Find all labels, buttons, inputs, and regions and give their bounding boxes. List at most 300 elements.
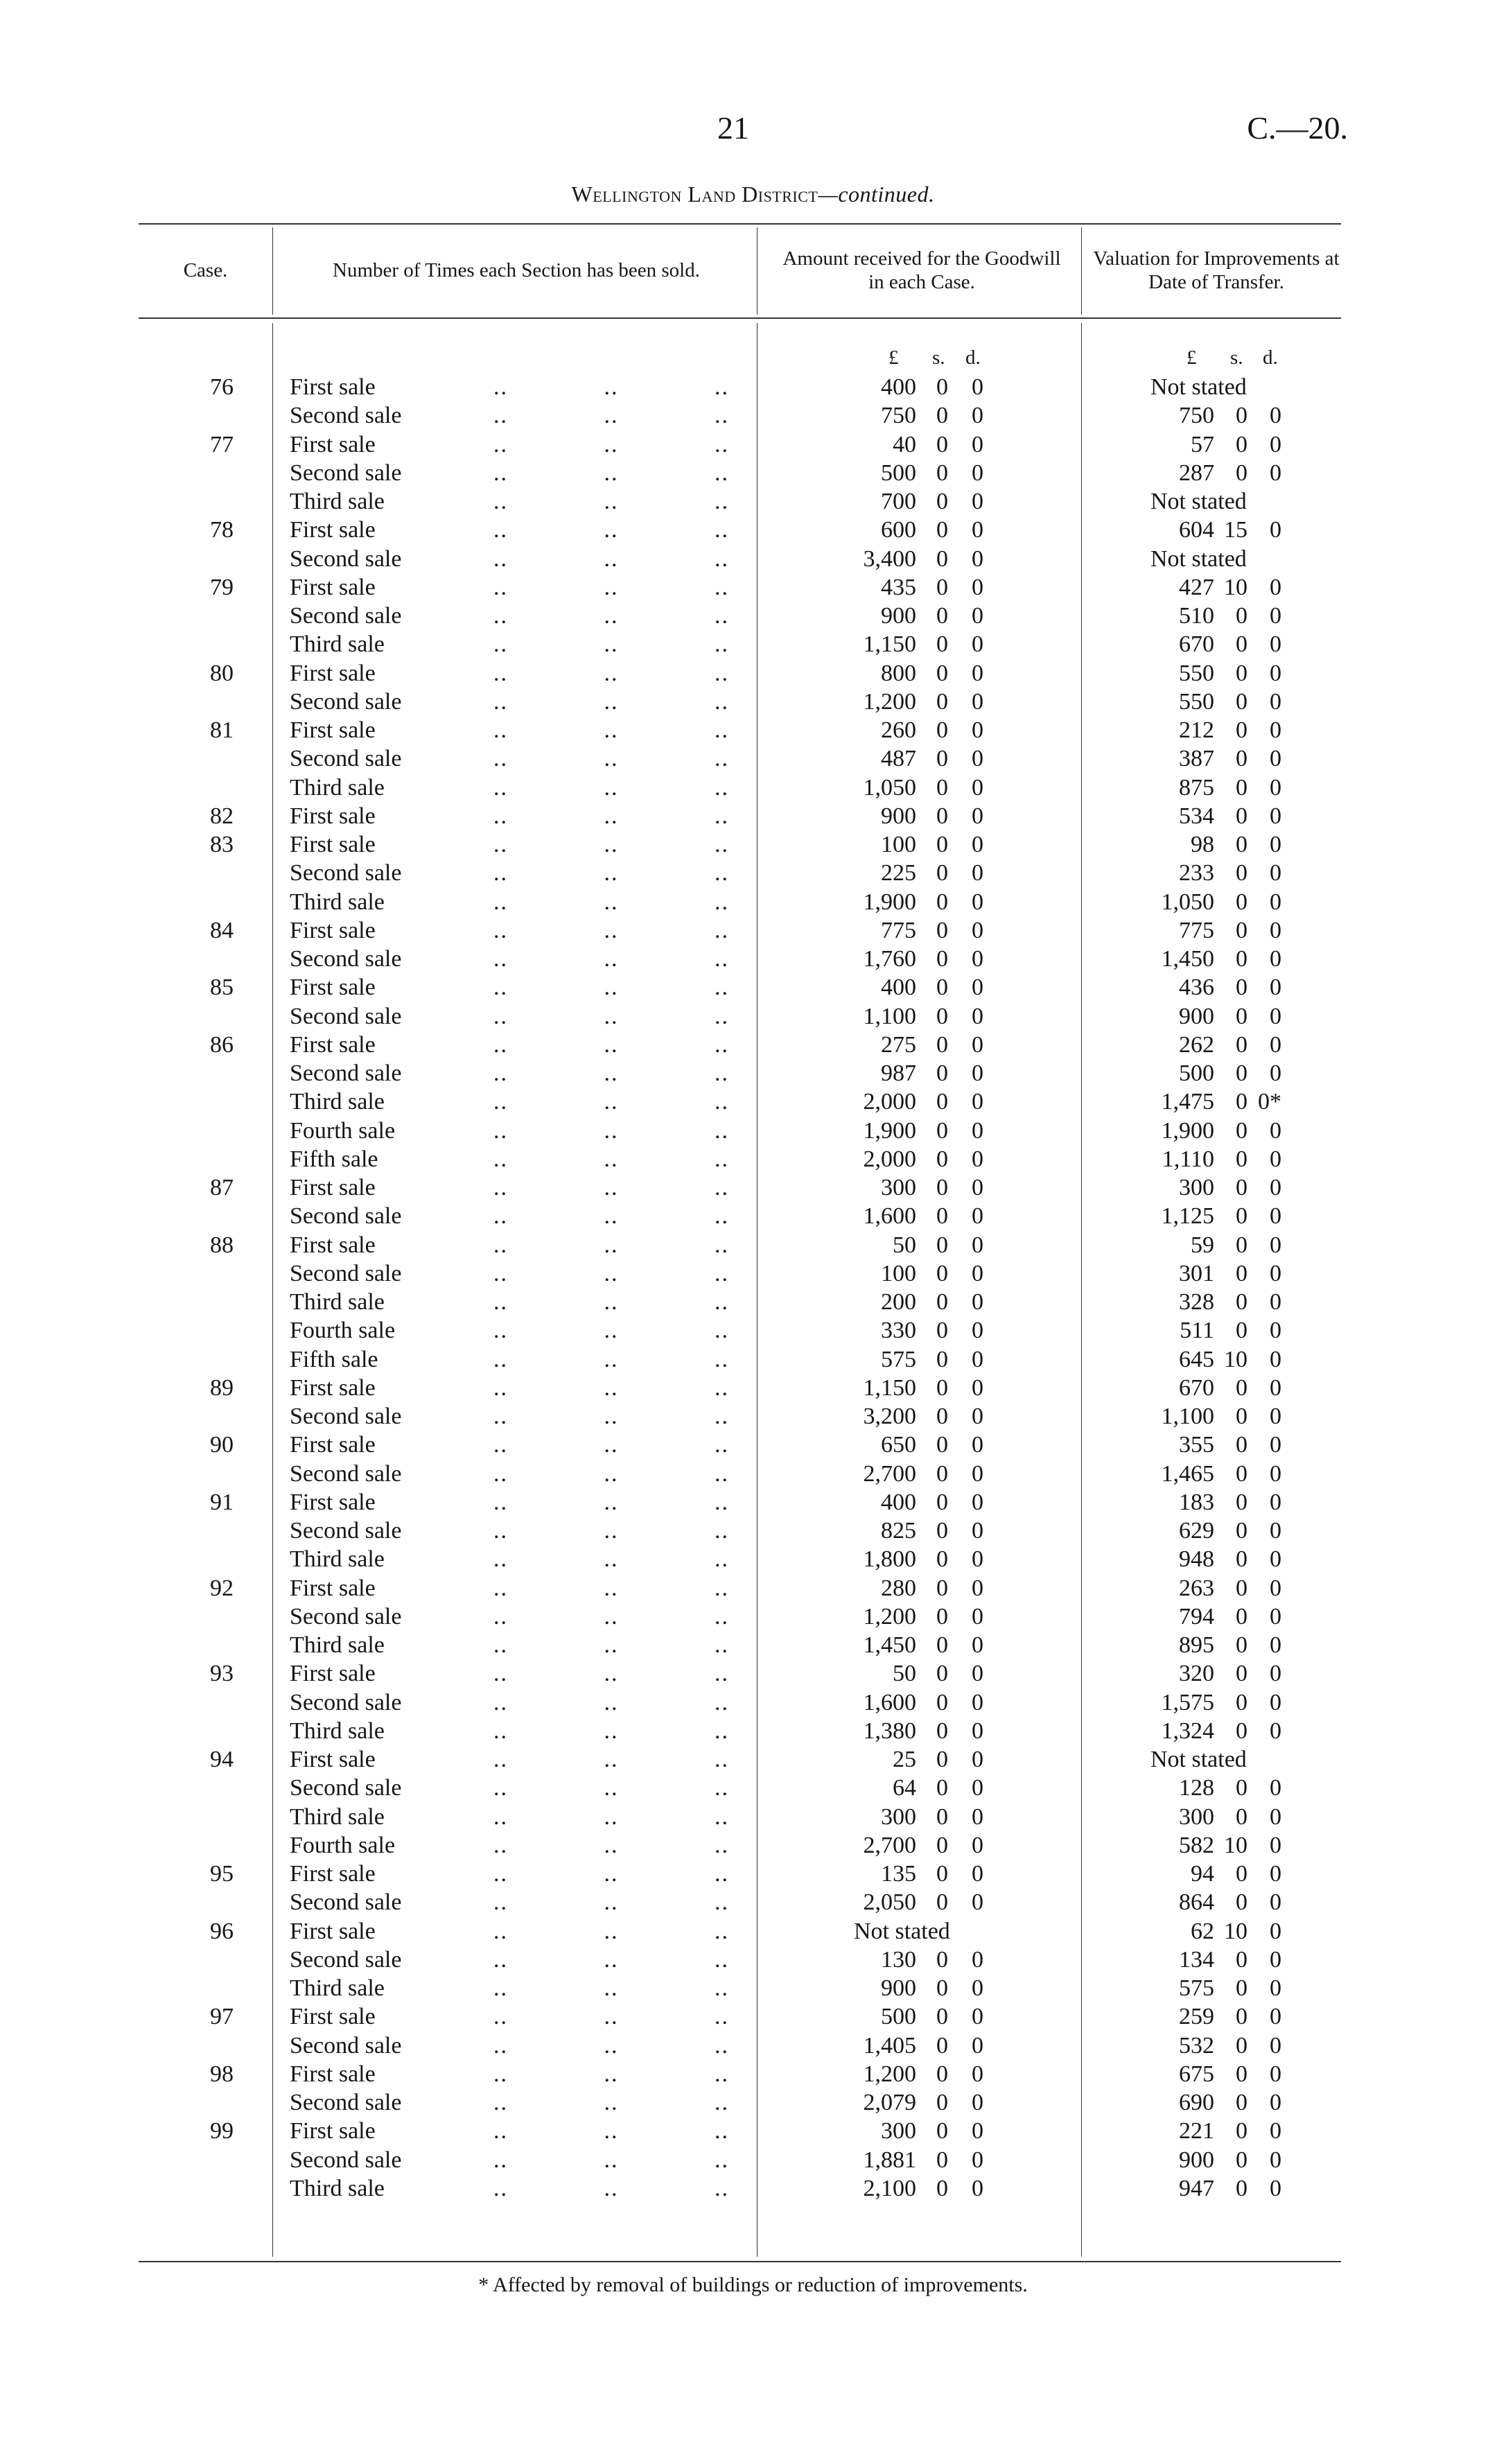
goodwill-pounds: 1,900 <box>863 889 916 915</box>
leader-dots: .. .. .. <box>493 1861 729 1887</box>
sale-label: Second sale <box>290 1775 402 1801</box>
sale-label: First sale <box>290 1374 376 1401</box>
goodwill-pence: 0 <box>972 2147 983 2173</box>
valuation-pence: 0 <box>1270 1146 1281 1172</box>
table-row <box>0 1974 1506 2002</box>
table-row <box>0 1888 1506 1916</box>
case-number: 82 <box>210 803 234 829</box>
goodwill-pence: 0 <box>972 1803 983 1830</box>
valuation-pounds: 690 <box>1179 2090 1214 2115</box>
leader-dots: .. .. .. <box>493 717 729 743</box>
leader-dots: .. .. .. <box>493 1404 729 1429</box>
goodwill-shillings: 0 <box>936 946 948 972</box>
goodwill-pounds: 1,150 <box>863 1374 916 1401</box>
goodwill-shillings: 0 <box>936 460 948 486</box>
valuation-pence: 0 <box>1270 1689 1281 1715</box>
goodwill-pence: 0 <box>972 860 983 886</box>
leader-dots: .. .. .. <box>493 2090 729 2115</box>
valuation-pounds: 212 <box>1179 717 1214 743</box>
leader-dots: .. .. .. <box>493 1575 729 1601</box>
valuation-pence: 0 <box>1270 860 1281 886</box>
valuation-shillings: 0 <box>1236 1003 1247 1029</box>
goodwill-shillings: 0 <box>936 832 948 857</box>
table-header-rule <box>139 317 1341 319</box>
goodwill-pounds: 100 <box>881 1260 916 1286</box>
table-row <box>0 1431 1506 1459</box>
goodwill-shillings: 0 <box>936 1089 948 1115</box>
goodwill-pounds: 1,450 <box>863 1632 916 1658</box>
goodwill-pence: 0 <box>972 1003 983 1029</box>
table-row <box>0 401 1506 430</box>
table-row <box>0 1031 1506 1059</box>
sale-label: Second sale <box>290 1946 402 1973</box>
goodwill-pence: 0 <box>972 2090 983 2115</box>
goodwill-pence: 0 <box>972 1203 983 1230</box>
valuation-shillings: 0 <box>1236 1260 1247 1286</box>
valuation-pounds: 320 <box>1179 1661 1214 1687</box>
goodwill-shillings: 0 <box>936 1575 948 1601</box>
sale-label: Second sale <box>290 603 402 629</box>
valuation-not-stated: Not stated <box>1150 1747 1247 1772</box>
valuation-pence: 0 <box>1270 1861 1281 1887</box>
goodwill-pence: 0 <box>972 1718 983 1744</box>
goodwill-shillings: 0 <box>936 1861 948 1887</box>
goodwill-shillings: 0 <box>936 860 948 886</box>
case-number: 85 <box>210 975 234 1001</box>
valuation-pence: 0 <box>1270 717 1281 743</box>
footnote: * Affected by removal of buildings or reduction of improvements. <box>478 2273 1028 2296</box>
valuation-pounds: 287 <box>1179 460 1214 486</box>
table-row <box>0 1259 1506 1288</box>
goodwill-pence: 0 <box>972 1946 983 1973</box>
valuation-shillings: 0 <box>1236 803 1247 829</box>
goodwill-pence: 0 <box>972 1089 983 1115</box>
valuation-pence: 0 <box>1270 1832 1281 1858</box>
valuation-pence: 0 <box>1270 631 1281 658</box>
valuation-pence: 0 <box>1270 1289 1281 1315</box>
valuation-pounds: 62 <box>1191 1918 1214 1944</box>
valuation-pounds: 183 <box>1179 1489 1214 1515</box>
valuation-pounds: 864 <box>1179 1889 1214 1916</box>
goodwill-pence: 0 <box>972 1632 983 1658</box>
goodwill-pence: 0 <box>972 1404 983 1429</box>
goodwill-shillings: 0 <box>936 1775 948 1801</box>
goodwill-pence: 0 <box>972 1374 983 1401</box>
goodwill-shillings: 0 <box>936 2147 948 2173</box>
units-shillings: s. <box>932 347 945 369</box>
valuation-shillings: 0 <box>1236 1318 1247 1344</box>
goodwill-shillings: 0 <box>936 1003 948 1029</box>
goodwill-pounds: 500 <box>881 2004 916 2030</box>
goodwill-pounds: 1,600 <box>863 1203 916 1230</box>
goodwill-pounds: 987 <box>881 1060 916 1086</box>
table-row <box>0 1545 1506 1573</box>
leader-dots: .. .. .. <box>493 688 729 715</box>
goodwill-shillings: 0 <box>936 2175 948 2201</box>
goodwill-pounds: 130 <box>881 1946 916 1973</box>
valuation-pence: 0 <box>1270 1575 1281 1601</box>
title-suffix: —continued. <box>818 182 935 207</box>
valuation-pounds: 1,900 <box>1161 1117 1214 1144</box>
units-pence: d. <box>1263 347 1278 369</box>
goodwill-pence: 0 <box>972 1861 983 1887</box>
case-number: 76 <box>210 374 234 400</box>
leader-dots: .. .. .. <box>493 1146 729 1172</box>
sale-label: Second sale <box>290 1689 402 1715</box>
sale-label: First sale <box>290 2061 376 2087</box>
leader-dots: .. .. .. <box>493 1003 729 1029</box>
goodwill-pence: 0 <box>972 2061 983 2087</box>
valuation-shillings: 0 <box>1236 1718 1247 1744</box>
sale-label: Second sale <box>290 403 402 429</box>
table-row <box>0 916 1506 945</box>
goodwill-not-stated: Not stated <box>854 1918 950 1944</box>
table-row <box>0 1488 1506 1517</box>
valuation-pence: 0 <box>1270 603 1281 629</box>
goodwill-shillings: 0 <box>936 489 948 514</box>
sale-label: First sale <box>290 574 376 600</box>
valuation-shillings: 0 <box>1236 1060 1247 1086</box>
goodwill-pence: 0 <box>972 917 983 943</box>
valuation-pence: 0 <box>1270 1260 1281 1286</box>
valuation-pounds: 645 <box>1179 1346 1214 1372</box>
valuation-pounds: 328 <box>1179 1289 1214 1315</box>
leader-dots: .. .. .. <box>493 1747 729 1772</box>
goodwill-pence: 0 <box>972 717 983 743</box>
valuation-shillings: 0 <box>1236 746 1247 772</box>
sale-label: Fifth sale <box>290 1146 378 1172</box>
valuation-shillings: 0 <box>1236 660 1247 686</box>
case-number: 99 <box>210 2118 234 2144</box>
sale-label: Fourth sale <box>290 1117 396 1144</box>
table-row <box>0 1460 1506 1488</box>
goodwill-pounds: 135 <box>881 1861 916 1887</box>
leader-dots: .. .. .. <box>493 1031 729 1058</box>
sale-label: First sale <box>290 1918 376 1944</box>
valuation-pounds: 604 <box>1179 517 1214 543</box>
leader-dots: .. .. .. <box>493 574 729 600</box>
document-code: C.—20. <box>1247 110 1348 146</box>
sale-label: Second sale <box>290 1889 402 1916</box>
goodwill-pounds: 3,200 <box>863 1404 916 1429</box>
goodwill-shillings: 0 <box>936 889 948 915</box>
valuation-pounds: 233 <box>1179 860 1214 886</box>
sale-label: First sale <box>290 717 376 743</box>
valuation-pence: 0 <box>1270 1889 1281 1916</box>
valuation-shillings: 0 <box>1236 1546 1247 1573</box>
goodwill-pence: 0 <box>972 603 983 629</box>
table-row <box>0 1745 1506 1774</box>
valuation-shillings: 0 <box>1236 1603 1247 1629</box>
leader-dots: .. .. .. <box>493 1918 729 1944</box>
table-row <box>0 1688 1506 1717</box>
leader-dots: .. .. .. <box>493 1289 729 1315</box>
goodwill-pounds: 50 <box>893 1232 916 1258</box>
valuation-pence: 0 <box>1270 1918 1281 1944</box>
valuation-pounds: 300 <box>1179 1175 1214 1200</box>
goodwill-pounds: 300 <box>881 2118 916 2144</box>
goodwill-shillings: 0 <box>936 1203 948 1230</box>
goodwill-pence: 0 <box>972 2032 983 2059</box>
goodwill-shillings: 0 <box>936 1175 948 1200</box>
case-number: 77 <box>210 431 234 457</box>
valuation-pounds: 895 <box>1179 1632 1214 1658</box>
case-number: 80 <box>210 660 234 686</box>
goodwill-pounds: 280 <box>881 1575 916 1601</box>
goodwill-pence: 0 <box>972 1117 983 1144</box>
goodwill-shillings: 0 <box>936 1260 948 1286</box>
goodwill-shillings: 0 <box>936 403 948 429</box>
goodwill-pence: 0 <box>972 574 983 600</box>
goodwill-pounds: 775 <box>881 917 916 943</box>
goodwill-pounds: 400 <box>881 374 916 400</box>
goodwill-pounds: 1,100 <box>863 1003 916 1029</box>
goodwill-pence: 0 <box>972 1346 983 1372</box>
goodwill-shillings: 0 <box>936 917 948 943</box>
goodwill-shillings: 0 <box>936 1460 948 1487</box>
sale-label: Third sale <box>290 889 385 915</box>
valuation-shillings: 0 <box>1236 2147 1247 2173</box>
goodwill-shillings: 0 <box>936 774 948 801</box>
goodwill-pence: 0 <box>972 1060 983 1086</box>
valuation-pence: 0 <box>1270 1003 1281 1029</box>
goodwill-shillings: 0 <box>936 1518 948 1544</box>
sale-label: First sale <box>290 517 376 543</box>
goodwill-pounds: 2,000 <box>863 1089 916 1115</box>
sale-label: Third sale <box>290 1803 385 1830</box>
valuation-pence: 0 <box>1270 1432 1281 1458</box>
table-row <box>0 688 1506 716</box>
valuation-shillings: 0 <box>1236 860 1247 886</box>
sale-label: Second sale <box>290 1518 402 1544</box>
valuation-shillings: 0 <box>1236 832 1247 857</box>
units-pounds: £ <box>888 347 899 369</box>
leader-dots: .. .. .. <box>493 1460 729 1487</box>
goodwill-pounds: 1,405 <box>863 2032 916 2059</box>
goodwill-shillings: 0 <box>936 2118 948 2144</box>
valuation-pence: 0 <box>1270 1031 1281 1058</box>
sale-label: First sale <box>290 1432 376 1458</box>
table-row <box>0 1803 1506 1831</box>
goodwill-shillings: 0 <box>936 1803 948 1830</box>
goodwill-pence: 0 <box>972 832 983 857</box>
goodwill-pence: 0 <box>972 1146 983 1172</box>
valuation-shillings: 0 <box>1236 1374 1247 1401</box>
table-row <box>0 1917 1506 1946</box>
goodwill-pence: 0 <box>972 1031 983 1058</box>
goodwill-pence: 0 <box>972 1289 983 1315</box>
valuation-pence: 0 <box>1270 1404 1281 1429</box>
valuation-pounds: 263 <box>1179 1575 1214 1601</box>
goodwill-pence: 0 <box>972 2118 983 2144</box>
goodwill-shillings: 0 <box>936 1404 948 1429</box>
valuation-pounds: 1,050 <box>1161 889 1214 915</box>
valuation-shillings: 0 <box>1236 1460 1247 1487</box>
goodwill-pence: 0 <box>972 1489 983 1515</box>
valuation-pence: 0 <box>1270 2175 1281 2201</box>
table-row <box>0 1231 1506 1259</box>
sale-label: First sale <box>290 660 376 686</box>
goodwill-pence: 0 <box>972 1889 983 1916</box>
sale-label: First sale <box>290 803 376 829</box>
goodwill-pounds: 750 <box>881 403 916 429</box>
valuation-pounds: 1,450 <box>1161 946 1214 972</box>
leader-dots: .. .. .. <box>493 946 729 972</box>
leader-dots: .. .. .. <box>493 1546 729 1573</box>
valuation-pence: 0 <box>1270 2032 1281 2059</box>
sale-label: Second sale <box>290 1003 402 1029</box>
valuation-pence: 0 <box>1270 431 1281 457</box>
valuation-shillings: 10 <box>1224 1918 1247 1944</box>
valuation-shillings: 0 <box>1236 2175 1247 2201</box>
valuation-pounds: 1,465 <box>1161 1460 1214 1487</box>
valuation-pounds: 629 <box>1179 1518 1214 1544</box>
valuation-shillings: 0 <box>1236 717 1247 743</box>
valuation-pence: 0 <box>1270 1489 1281 1515</box>
leader-dots: .. .. .. <box>493 917 729 943</box>
table-row <box>0 1145 1506 1173</box>
sale-label: Third sale <box>290 631 385 658</box>
goodwill-pounds: 1,380 <box>863 1718 916 1744</box>
goodwill-pounds: 3,400 <box>863 545 916 572</box>
table-row <box>0 1831 1506 1860</box>
valuation-pence: 0 <box>1270 2004 1281 2030</box>
valuation-pounds: 59 <box>1191 1232 1214 1258</box>
valuation-pounds: 387 <box>1179 746 1214 772</box>
table-row <box>0 1087 1506 1116</box>
sale-label: Fourth sale <box>290 1318 396 1344</box>
sale-label: First sale <box>290 2118 376 2144</box>
goodwill-pounds: 2,700 <box>863 1460 916 1487</box>
goodwill-shillings: 0 <box>936 374 948 400</box>
leader-dots: .. .. .. <box>493 975 729 1001</box>
goodwill-shillings: 0 <box>936 2032 948 2059</box>
table-row <box>0 774 1506 802</box>
valuation-shillings: 10 <box>1224 1832 1247 1858</box>
valuation-pence: 0 <box>1270 1975 1281 2001</box>
goodwill-pounds: 25 <box>893 1747 916 1772</box>
leader-dots: .. .. .. <box>493 1374 729 1401</box>
valuation-pounds: 259 <box>1179 2004 1214 2030</box>
units-pence: d. <box>965 347 981 369</box>
valuation-shillings: 0 <box>1236 431 1247 457</box>
table-row <box>0 1202 1506 1230</box>
goodwill-pounds: 1,050 <box>863 774 916 801</box>
goodwill-shillings: 0 <box>936 1031 948 1058</box>
goodwill-shillings: 0 <box>936 688 948 715</box>
goodwill-pounds: 2,700 <box>863 1832 916 1858</box>
valuation-pence: 0 <box>1270 1546 1281 1573</box>
table-row <box>0 1717 1506 1745</box>
sale-label: First sale <box>290 374 376 400</box>
valuation-pence: 0 <box>1270 2061 1281 2087</box>
leader-dots: .. .. .. <box>493 1117 729 1144</box>
table-row <box>0 716 1506 744</box>
case-number: 84 <box>210 917 234 943</box>
goodwill-shillings: 0 <box>936 975 948 1001</box>
goodwill-pounds: 2,100 <box>863 2175 916 2201</box>
leader-dots: .. .. .. <box>493 2061 729 2087</box>
leader-dots: .. .. .. <box>493 1718 729 1744</box>
goodwill-pence: 0 <box>972 545 983 572</box>
goodwill-pence: 0 <box>972 1432 983 1458</box>
goodwill-pounds: 650 <box>881 1432 916 1458</box>
table-row <box>0 1374 1506 1402</box>
sale-label: First sale <box>290 1575 376 1601</box>
goodwill-pence: 0 <box>972 660 983 686</box>
sale-label: Third sale <box>290 774 385 801</box>
valuation-shillings: 0 <box>1236 631 1247 658</box>
sale-label: Third sale <box>290 2175 385 2201</box>
valuation-pence: 0 <box>1270 774 1281 801</box>
goodwill-pence: 0 <box>972 1689 983 1715</box>
table-row <box>0 945 1506 973</box>
goodwill-pounds: 575 <box>881 1346 916 1372</box>
valuation-shillings: 15 <box>1224 517 1247 543</box>
table-row <box>0 1117 1506 1145</box>
valuation-shillings: 0 <box>1236 889 1247 915</box>
goodwill-pence: 0 <box>972 2004 983 2030</box>
table-row <box>0 1659 1506 1688</box>
valuation-shillings: 0 <box>1236 603 1247 629</box>
valuation-pounds: 582 <box>1179 1832 1214 1858</box>
valuation-pounds: 575 <box>1179 1975 1214 2001</box>
goodwill-pounds: 200 <box>881 1289 916 1315</box>
valuation-pence: 0 <box>1270 460 1281 486</box>
valuation-pence: 0 <box>1270 946 1281 972</box>
goodwill-pounds: 435 <box>881 574 916 600</box>
goodwill-pence: 0 <box>972 889 983 915</box>
goodwill-pence: 0 <box>972 1832 983 1858</box>
goodwill-shillings: 0 <box>936 1060 948 1086</box>
leader-dots: .. .. .. <box>493 2118 729 2144</box>
goodwill-shillings: 0 <box>936 1146 948 1172</box>
case-number: 79 <box>210 574 234 600</box>
valuation-shillings: 0 <box>1236 1117 1247 1144</box>
case-number: 94 <box>210 1747 234 1772</box>
valuation-pounds: 1,324 <box>1161 1718 1214 1744</box>
goodwill-pounds: 300 <box>881 1803 916 1830</box>
valuation-pounds: 436 <box>1179 975 1214 1001</box>
valuation-pounds: 355 <box>1179 1432 1214 1458</box>
goodwill-pounds: 50 <box>893 1661 916 1687</box>
table-row <box>0 516 1506 544</box>
valuation-pounds: 57 <box>1191 431 1214 457</box>
page-number: 21 <box>717 110 749 146</box>
case-number: 95 <box>210 1861 234 1887</box>
table-row <box>0 2174 1506 2203</box>
valuation-shillings: 0 <box>1236 917 1247 943</box>
table-row <box>0 1002 1506 1031</box>
table-row <box>0 2088 1506 2117</box>
sale-label: Second sale <box>290 1260 402 1286</box>
valuation-shillings: 0 <box>1236 1404 1247 1429</box>
valuation-pounds: 128 <box>1179 1775 1214 1801</box>
valuation-pounds: 301 <box>1179 1260 1214 1286</box>
goodwill-shillings: 0 <box>936 746 948 772</box>
case-number: 92 <box>210 1575 234 1601</box>
valuation-pence: 0 <box>1270 1346 1281 1372</box>
valuation-pounds: 875 <box>1179 774 1214 801</box>
valuation-shillings: 0 <box>1236 1203 1247 1230</box>
valuation-shillings: 0 <box>1236 688 1247 715</box>
goodwill-pence: 0 <box>972 1175 983 1200</box>
valuation-pence: 0 <box>1270 1060 1281 1086</box>
leader-dots: .. .. .. <box>493 860 729 886</box>
leader-dots: .. .. .. <box>493 1232 729 1258</box>
valuation-shillings: 0 <box>1236 774 1247 801</box>
table-row <box>0 1173 1506 1202</box>
